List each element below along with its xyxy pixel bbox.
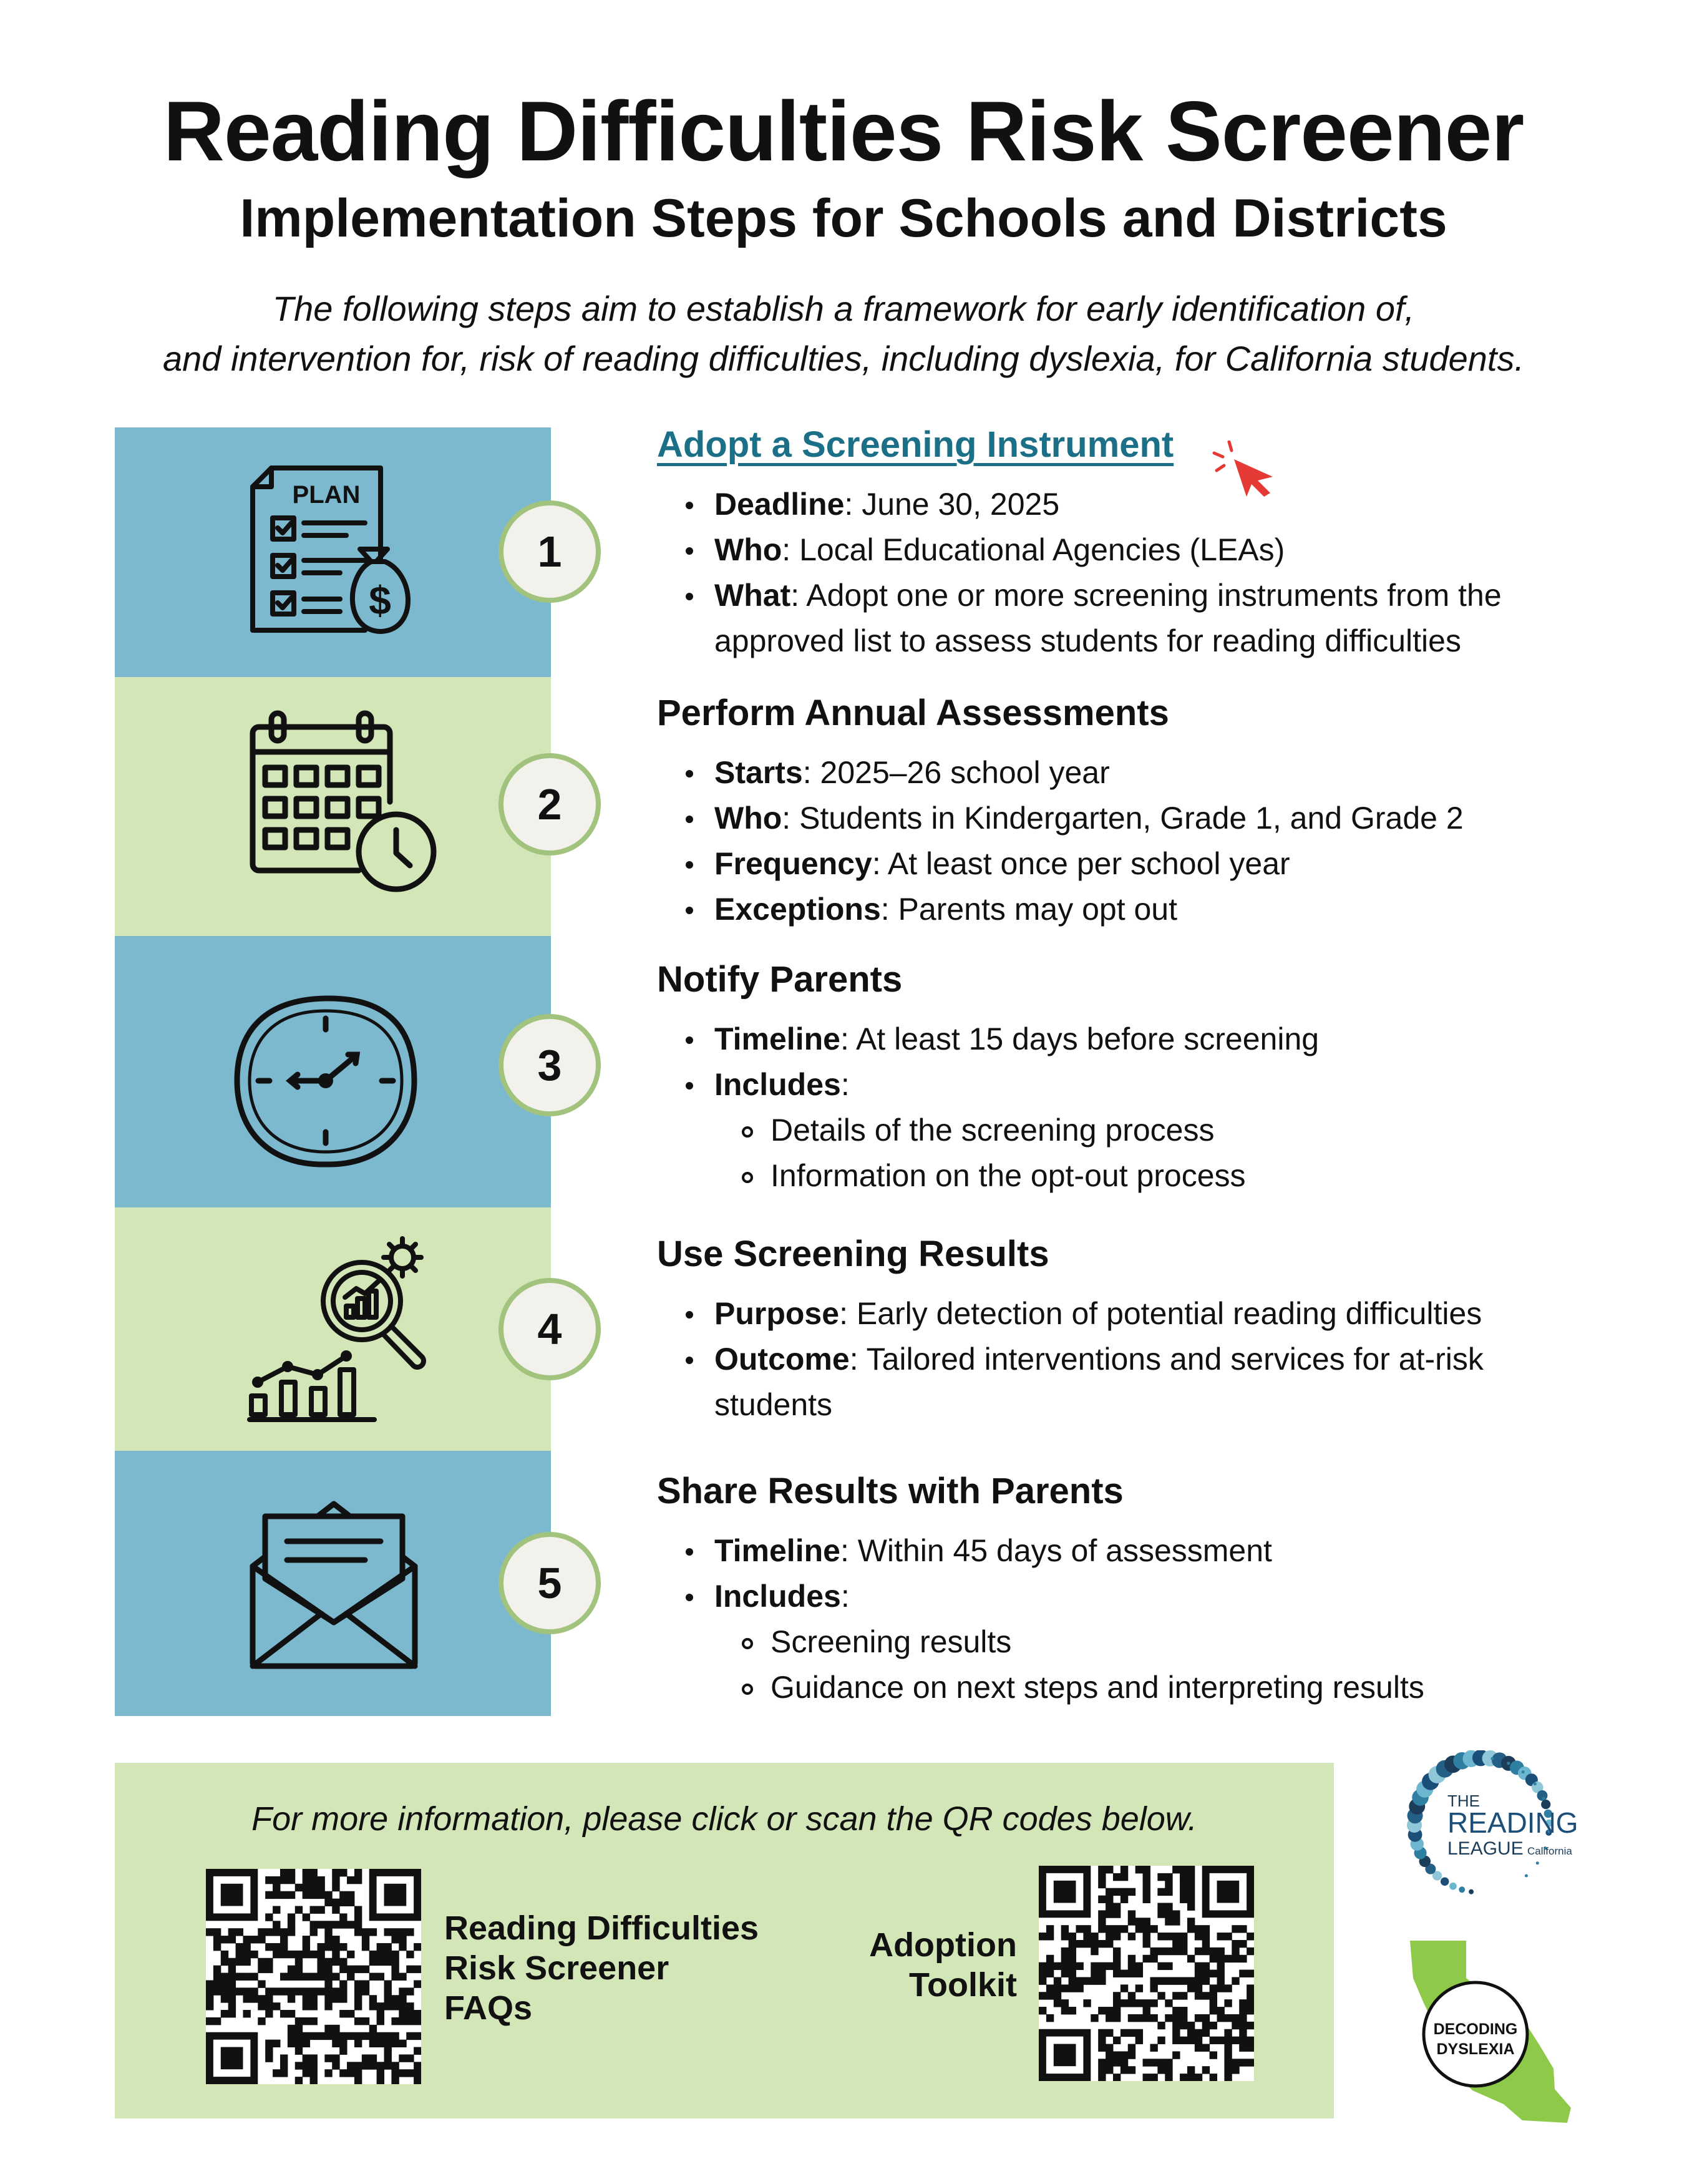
plan-checklist-icon [246,462,421,643]
step-2-title: Perform Annual Assessments [657,693,1169,733]
step-3-item: Timeline: At least 15 days before screening [714,1016,1655,1062]
step-4-number: 4 [498,1278,601,1380]
step-2-section [657,691,1655,932]
toolkit-qr-label[interactable]: Adoption Toolkit [869,1926,1017,2004]
adopt-screening-instrument-link[interactable]: Adopt a Screening Instrument [657,424,1174,465]
step-3-subitem: Details of the screening process [771,1108,1655,1153]
svg-text:DYSLEXIA: DYSLEXIA [1436,2040,1515,2058]
step-3-subitem: Information on the opt-out process [771,1153,1655,1199]
step-5-item: Includes: [714,1574,1655,1619]
svg-text:READING: READING [1447,1806,1578,1839]
step-5-subitem: Screening results [771,1619,1655,1665]
step-4-title: Use Screening Results [657,1234,1049,1274]
svg-text:$: $ [369,578,391,623]
svg-text:THE: THE [1447,1792,1480,1810]
intro-line-1: The following steps aim to establish a framework for early identification of, [272,289,1415,328]
step-5-subitem: Guidance on next steps and interpreting results [771,1665,1655,1710]
step-5-section [657,1470,1655,1710]
step-1-item: Deadline: June 30, 2025 [714,482,1655,527]
step-4-item: Outcome: Tailored interventions and services for at-risk students [714,1337,1655,1428]
intro-line-2: and intervention for, risk of reading difficulties, including dyslexia, for California students. [162,339,1525,378]
intro-text [0,284,1687,384]
faq-qr-code[interactable] [206,1869,421,2084]
decoding-dyslexia-logo [1398,1934,1585,2128]
step-1-item: Who: Local Educational Agencies (LEAs) [714,527,1655,573]
calendar-clock-icon [246,708,440,895]
step-3-section [657,958,1655,1199]
svg-text:California: California [1527,1845,1572,1857]
plan-icon-label: PLAN [292,481,361,509]
step-5-title: Share Results with Parents [657,1471,1124,1511]
step-4-item: Purpose: Early detection of potential reading difficulties [714,1291,1655,1337]
step-2-item: Who: Students in Kindergarten, Grade 1, and Grade 2 [714,796,1655,841]
step-1-item: What: Adopt one or more screening instruments from the approved list to assess students for reading difficulties [714,573,1655,664]
envelope-letter-icon [240,1491,427,1679]
clock-icon [232,992,419,1170]
step-4-section [657,1232,1655,1428]
step-3-title: Notify Parents [657,959,903,1000]
step-3-item: Includes: [714,1062,1655,1108]
step-2-number: 2 [498,753,601,856]
page-subtitle: Implementation Steps for Schools and Districts [240,188,1447,248]
page-title: Reading Difficulties Risk Screener [163,84,1524,178]
analytics-magnifier-icon [246,1232,440,1426]
reading-league-logo [1388,1750,1588,1903]
toolkit-qr-code[interactable] [1039,1866,1254,2081]
footer-note: For more information, please click or scan the QR codes below. [251,1800,1197,1838]
step-1-section [657,423,1655,664]
step-1-number: 1 [498,500,601,603]
svg-text:DECODING: DECODING [1433,2021,1518,2038]
svg-text:LEAGUE: LEAGUE [1447,1838,1524,1859]
step-2-item: Starts: 2025–26 school year [714,750,1655,796]
step-2-item: Exceptions: Parents may opt out [714,887,1655,932]
step-5-item: Timeline: Within 45 days of assessment [714,1528,1655,1574]
step-2-item: Frequency: At least once per school year [714,841,1655,887]
step-5-number: 5 [498,1532,601,1634]
step-3-number: 3 [498,1014,601,1116]
faq-qr-label[interactable]: Reading Difficulties Risk Screener FAQs [444,1909,759,2027]
